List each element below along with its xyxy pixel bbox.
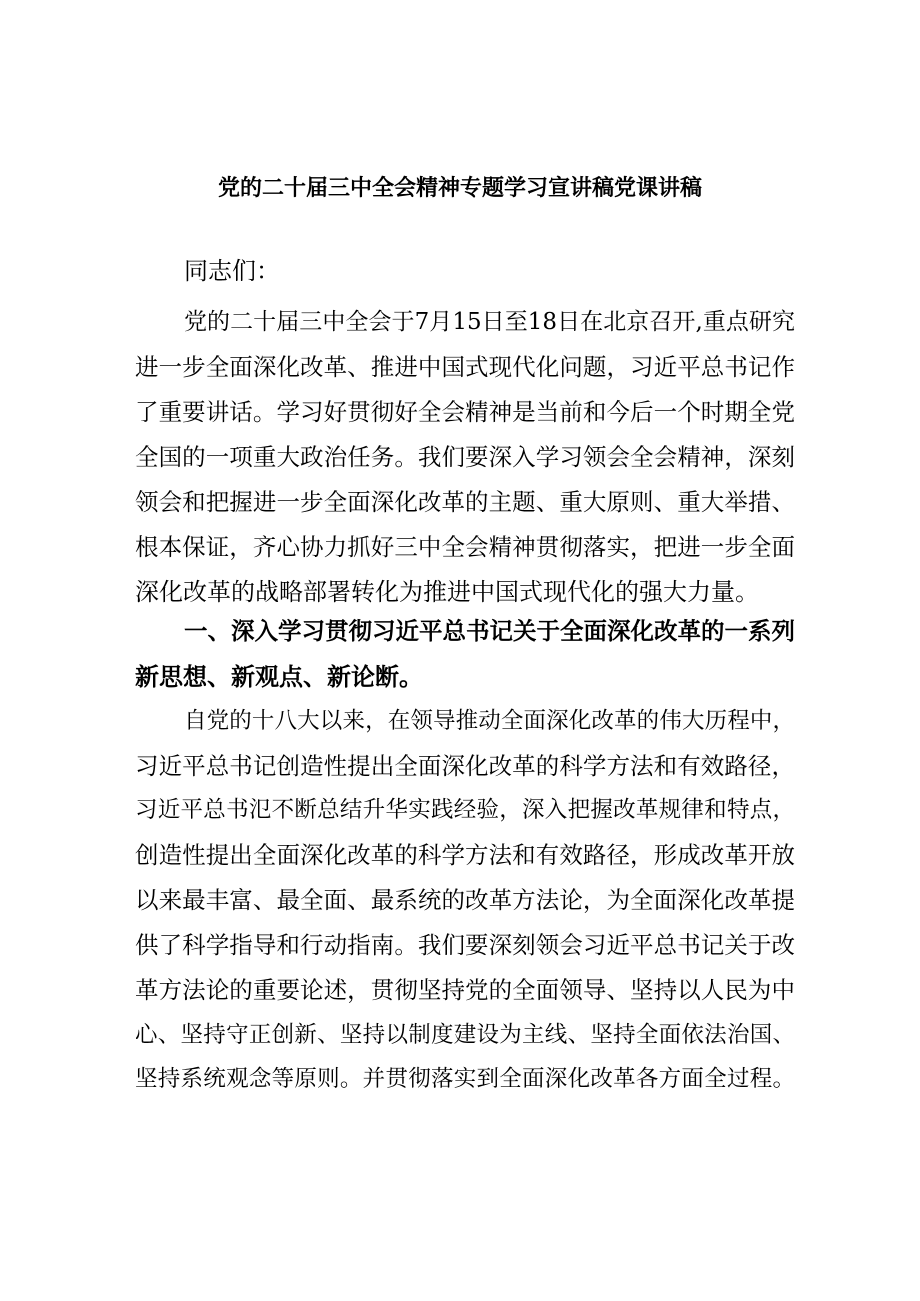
paragraph-2-line: 心、坚持守正创新、坚持以制度建设为主线、坚持全面依法治国、 <box>135 1022 795 1048</box>
document-title: 党的二十届三中全会精神专题学习宣讲稿党课讲稿 <box>217 175 702 201</box>
paragraph-2-line: 供了科学指导和行动指南。我们要深刻领会习近平总书记关于改 <box>135 931 795 959</box>
paragraph-1-line: 了重要讲话。学习好贯彻好全会精神是当前和今后一个时期全党 <box>135 398 795 426</box>
section-heading-1-line: 新思想、新观点、新论断。 <box>135 662 423 691</box>
paragraph-1-line: 领会和把握进一步全面深化改革的主题、重大原则、重大举措、 <box>135 488 795 516</box>
paragraph-1-line: 全国的一项重大政治任务。我们要深入学习领会全会精神，深刻 <box>135 443 795 471</box>
paragraph-1-line: 根本保证，齐心协力抓好三中全会精神贯彻落实，把进一步全面 <box>135 533 795 561</box>
paragraph-1-line: 进一步全面深化改革、推进中国式现代化问题，习近平总书记作 <box>135 353 795 381</box>
paragraph-2-line: 习近平总书记创造性提出全面深化改革的科学方法和有效路径， <box>135 752 795 780</box>
paragraph-1-line: 深化改革的战略部署转化为推进中国式现代化的强大力量。 <box>135 578 759 606</box>
paragraph-2-line: 革方法论的重要论述，贯彻坚持党的全面领导、坚持以人民为中 <box>135 976 795 1004</box>
paragraph-2-line: 坚持系统观念等原则。并贯彻落实到全面深化改革各方面全过程。 <box>135 1066 795 1092</box>
section-heading-1-line: 一、深入学习贯彻习近平总书记关于全面深化改革的一系列 <box>184 617 795 645</box>
paragraph-2-line: 习近平总书氾不断总结升华实践经验，深入把握改革规律和特点， <box>135 797 795 823</box>
paragraph-2-line: 自党的十八大以来，在领导推动全面深化改革的伟大历程中， <box>184 708 795 734</box>
paragraph-1-line: 党的二十届三中全会于7月15日至18日在北京召开,重点研究 <box>184 309 795 335</box>
paragraph-2-line: 创造性提出全面深化改革的科学方法和有效路径，形成改革开放 <box>135 841 795 869</box>
paragraph-2-line: 以来最丰富、最全面、最系统的改革方法论，为全面深化改革提 <box>135 886 795 914</box>
salutation: 同志们： <box>184 257 280 285</box>
